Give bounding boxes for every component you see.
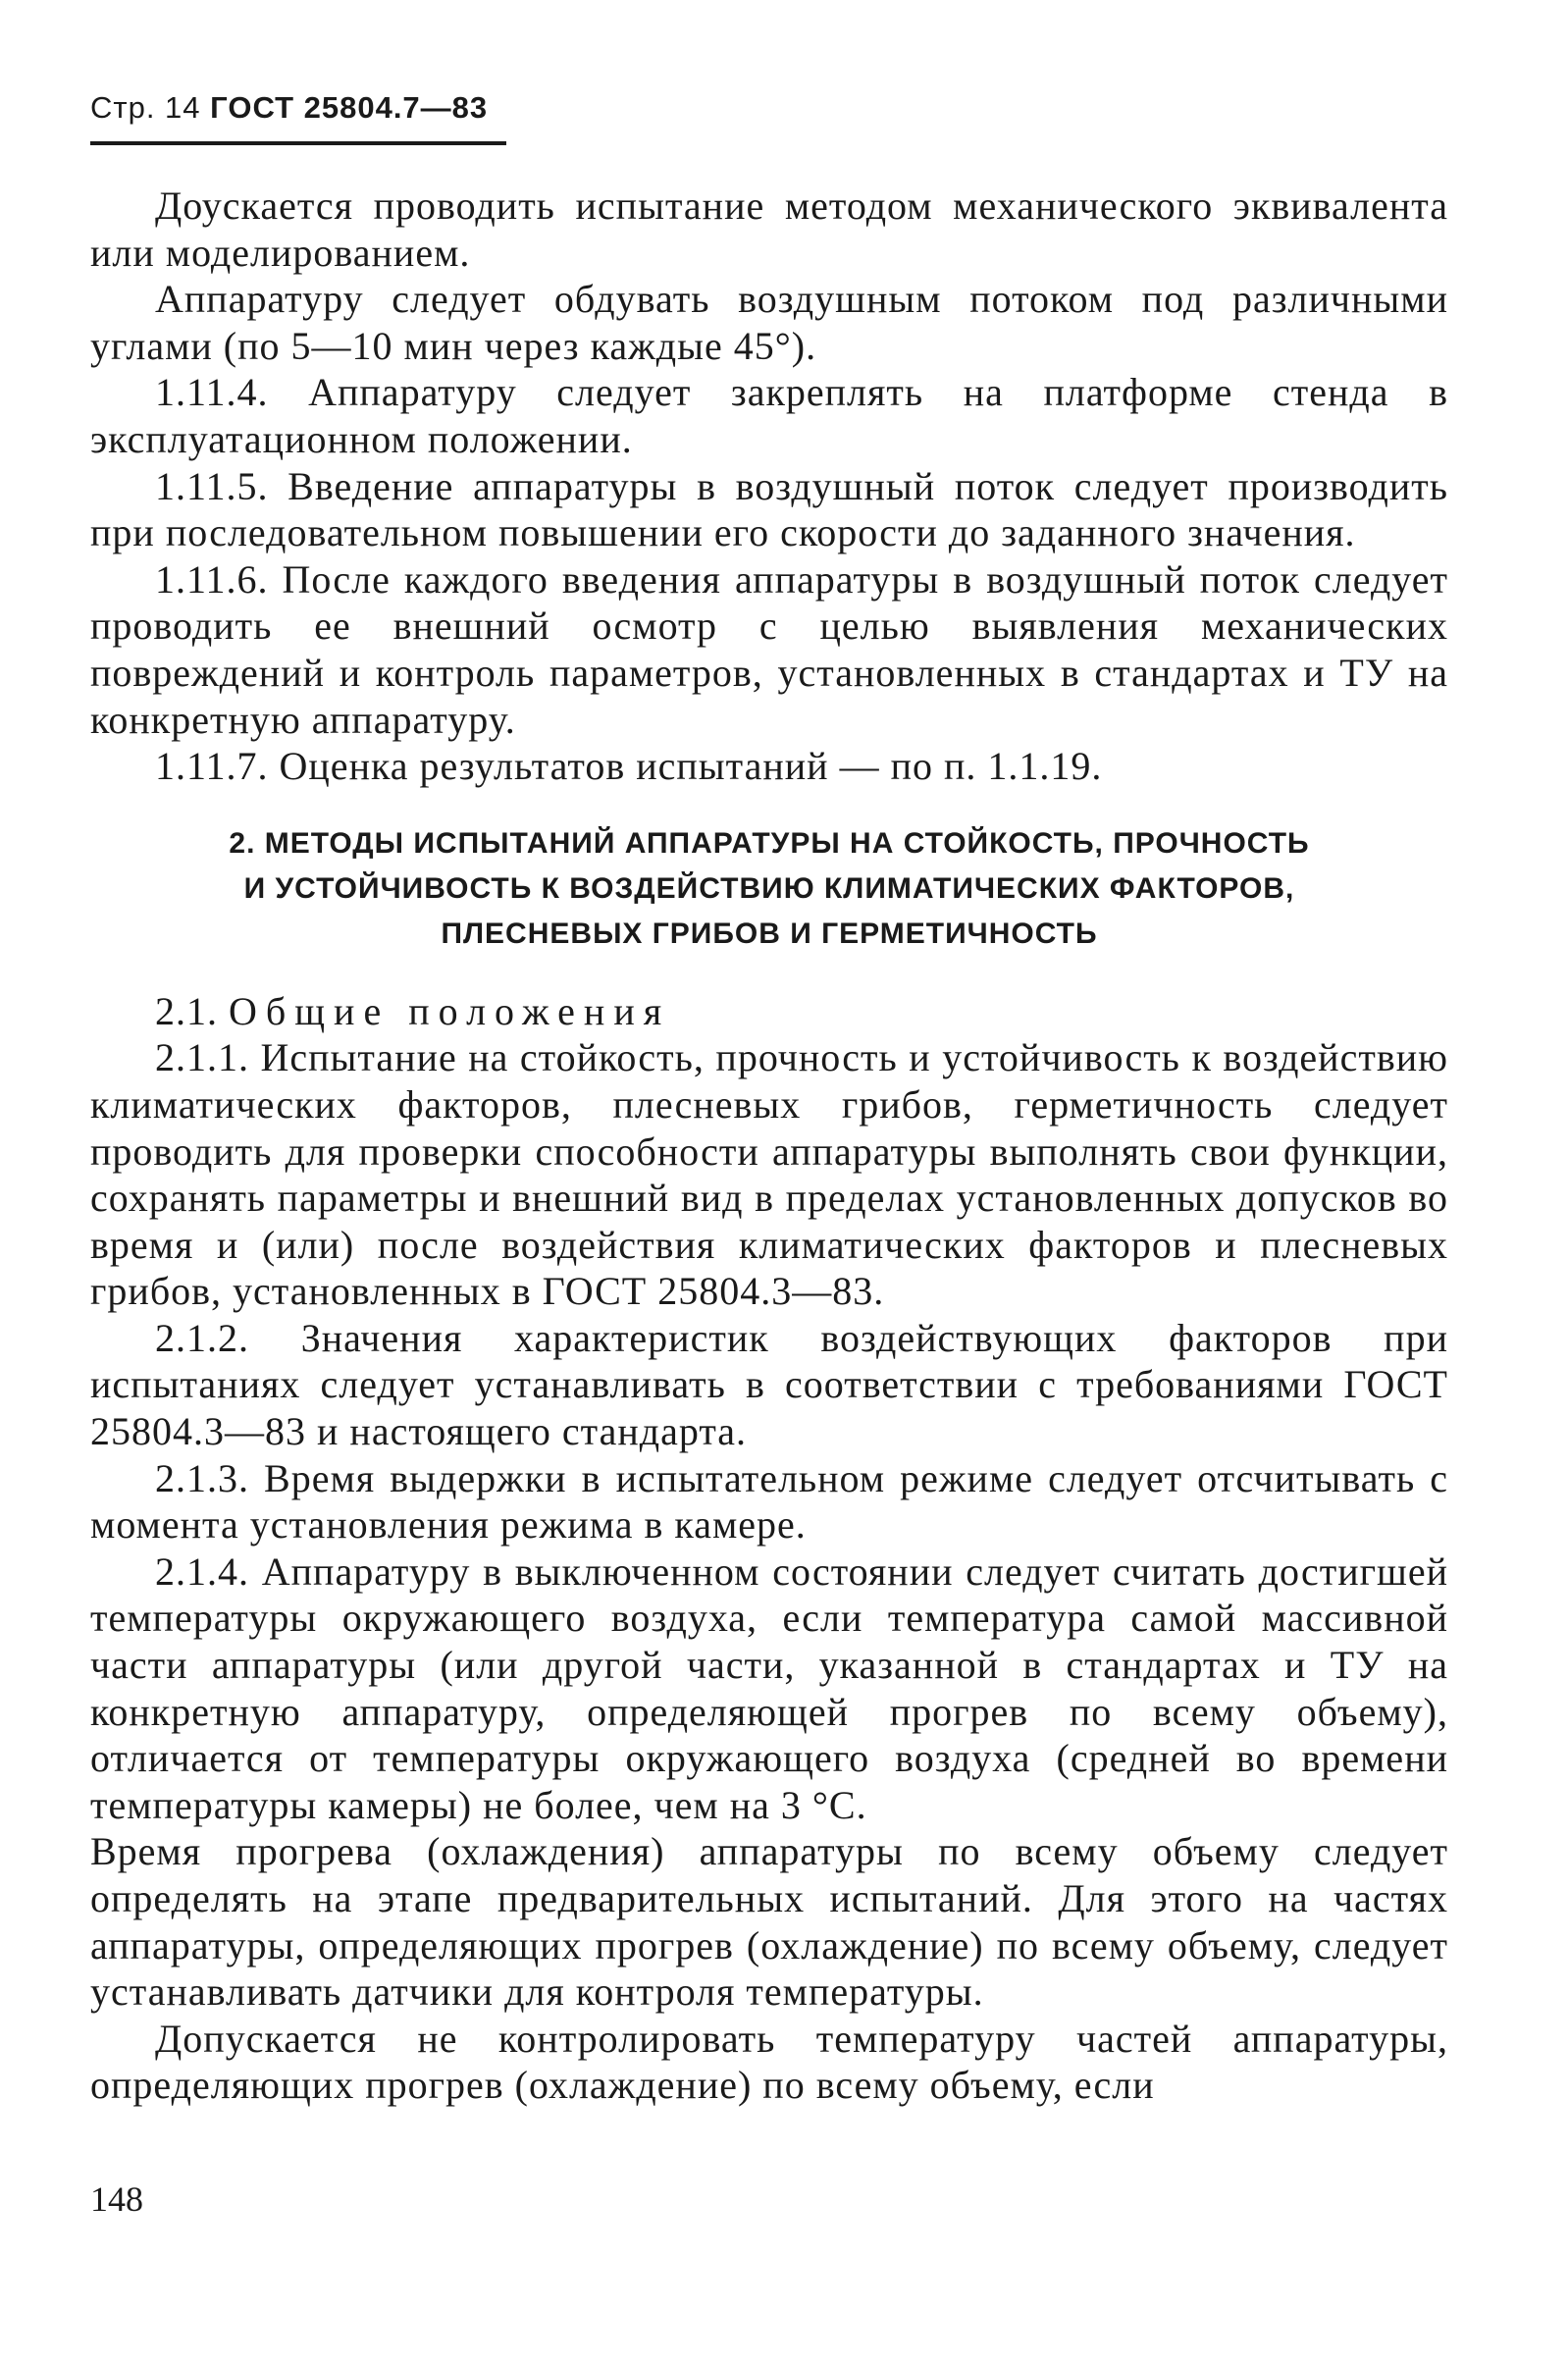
paragraph-2-1-1: 2.1.1. Испытание на стойкость, прочность и устойчивость к воздействию климатических факторов, плесневых грибов, герметичность следует проводить для проверки способности аппаратуры выполнять свои функции, сохранять параметры и внешний вид в пределах установленных допусков во время и (или) после воздействия климатических факторов и плесневых грибов, установленных в ГОСТ 25804.3—83.	[90, 1035, 1448, 1314]
section-title-line: 2. МЕТОДЫ ИСПЫТАНИЙ АППАРАТУРЫ НА СТОЙКОСТЬ, ПРОЧНОСТЬ	[229, 826, 1310, 860]
header-rule	[90, 141, 506, 145]
running-header	[90, 90, 488, 126]
paragraph-1-11-6: 1.11.6. После каждого введения аппаратуры в воздушный поток следует проводить ее внешний осмотр с целью выявления механических повреждений и контроль параметров, установленных в стандартах и ТУ на конкретную аппаратуру.	[90, 556, 1448, 742]
paragraph-1-11-7: 1.11.7. Оценка результатов испытаний — по п. 1.1.19.	[155, 744, 1103, 789]
paragraph: Допускается не контролировать температуру частей аппаратуры, определяющих прогрев (охлаждение) по всему объему, если	[90, 2016, 1448, 2108]
paragraph: Аппаратуру следует обдувать воздушным потоком под различными углами (по 5—10 мин через каждые 45°).	[90, 277, 1448, 368]
header-page-label: Стр. 14	[90, 90, 201, 125]
paragraph-2-1-3: 2.1.3. Время выдержки в испытательном режиме следует отсчитывать с момента установления режима в камере.	[90, 1455, 1448, 1548]
subsection-heading	[90, 988, 1448, 1035]
subsection-number: 2.1.	[155, 988, 218, 1033]
paragraph: Время прогрева (охлаждения) аппаратуры по всему объему следует определять на этапе предварительных испытаний. Для этого на частях аппаратуры, определяющих прогрев (охлаждение) по всему объему, следует устанавливать датчики для контроля температуры.	[90, 1829, 1448, 2015]
body-text	[90, 183, 1448, 2109]
paragraph: Доускается проводить испытание методом механического эквивалента или моделированием.	[90, 184, 1448, 275]
page-number: 148	[90, 2179, 143, 2219]
section-title-line: И УСТОЙЧИВОСТЬ К ВОЗДЕЙСТВИЮ КЛИМАТИЧЕСКИХ ФАКТОРОВ,	[243, 871, 1295, 905]
paragraph-2-1-2: 2.1.2. Значения характеристик воздействующих факторов при испытаниях следует устанавливать в соответствии с требованиями ГОСТ 25804.3—83 и настоящего стандарта.	[90, 1315, 1448, 1454]
section-title-line: ПЛЕСНЕВЫХ ГРИБОВ И ГЕРМЕТИЧНОСТЬ	[441, 917, 1098, 950]
header-standard-number: ГОСТ 25804.7—83	[210, 90, 489, 125]
paragraph-1-11-5: 1.11.5. Введение аппаратуры в воздушный поток следует производить при последовательном повышении его скорости до заданного значения.	[90, 463, 1448, 555]
section-title	[90, 821, 1448, 957]
paragraph-2-1-4: 2.1.4. Аппаратуру в выключенном состоянии следует считать достигшей температуры окружающего воздуха, если температура самой массивной части аппаратуры (или другой части, указанной в стандартах и ТУ на конкретную аппаратуру, определяющей прогрев по всему объему), отличается от температуры окружающего воздуха (средней во времени температуры камеры) не более, чем на 3 °С.	[90, 1548, 1448, 1827]
paragraph-1-11-4: 1.11.4. Аппаратуру следует закреплять на платформе стенда в эксплуатационном положении.	[90, 370, 1448, 461]
subsection-title: Общие положения	[229, 988, 671, 1033]
